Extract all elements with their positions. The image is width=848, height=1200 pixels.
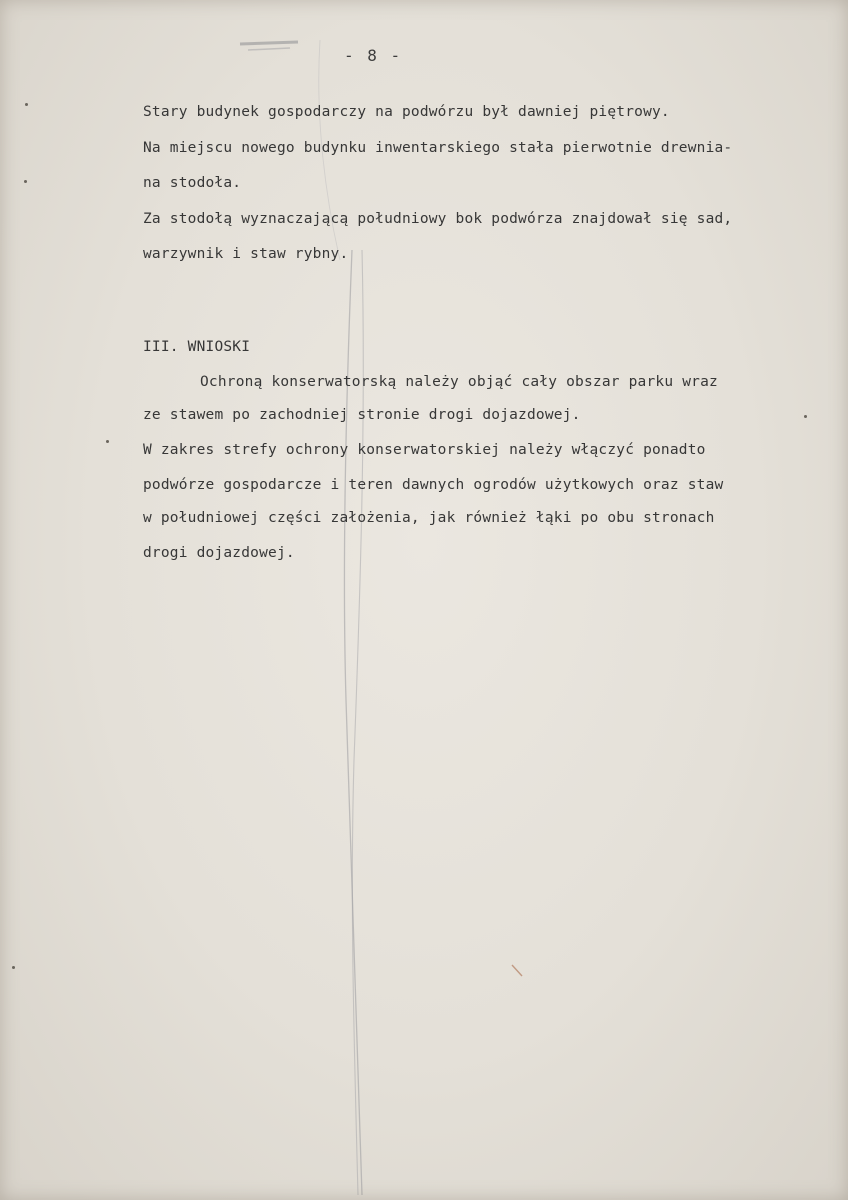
conclusion-line: Ochroną konserwatorską należy objąć cały obszar parku wraz: [200, 374, 718, 390]
paper-speck: [804, 415, 807, 418]
paragraph-line: warzywnik i staw rybny.: [143, 246, 349, 262]
paper-speck: [25, 103, 28, 106]
paragraph-line: Na miejscu nowego budynku inwentarskiego stała pierwotnie drewnia-: [143, 140, 733, 156]
conclusion-line: drogi dojazdowej.: [143, 545, 295, 561]
page-number: - 8 -: [344, 46, 403, 65]
section-heading: III. WNIOSKI: [143, 339, 251, 355]
conclusion-line: podwórze gospodarcze i teren dawnych ogrodów użytkowych oraz staw: [143, 477, 724, 493]
paper-speck: [106, 440, 109, 443]
paragraph-line: Stary budynek gospodarczy na podwórzu był dawniej piętrowy.: [143, 104, 670, 120]
paper-speck: [12, 966, 15, 969]
paragraph-line: Za stodołą wyznaczającą południowy bok podwórza znajdował się sad,: [143, 211, 733, 227]
paper-speck: [24, 180, 27, 183]
conclusion-line: ze stawem po zachodniej stronie drogi dojazdowej.: [143, 407, 581, 423]
conclusion-line: w południowej części założenia, jak również łąki po obu stronach: [143, 510, 715, 526]
paragraph-line: na stodoła.: [143, 175, 242, 191]
conclusion-line: W zakres strefy ochrony konserwatorskiej należy włączyć ponadto: [143, 442, 706, 458]
